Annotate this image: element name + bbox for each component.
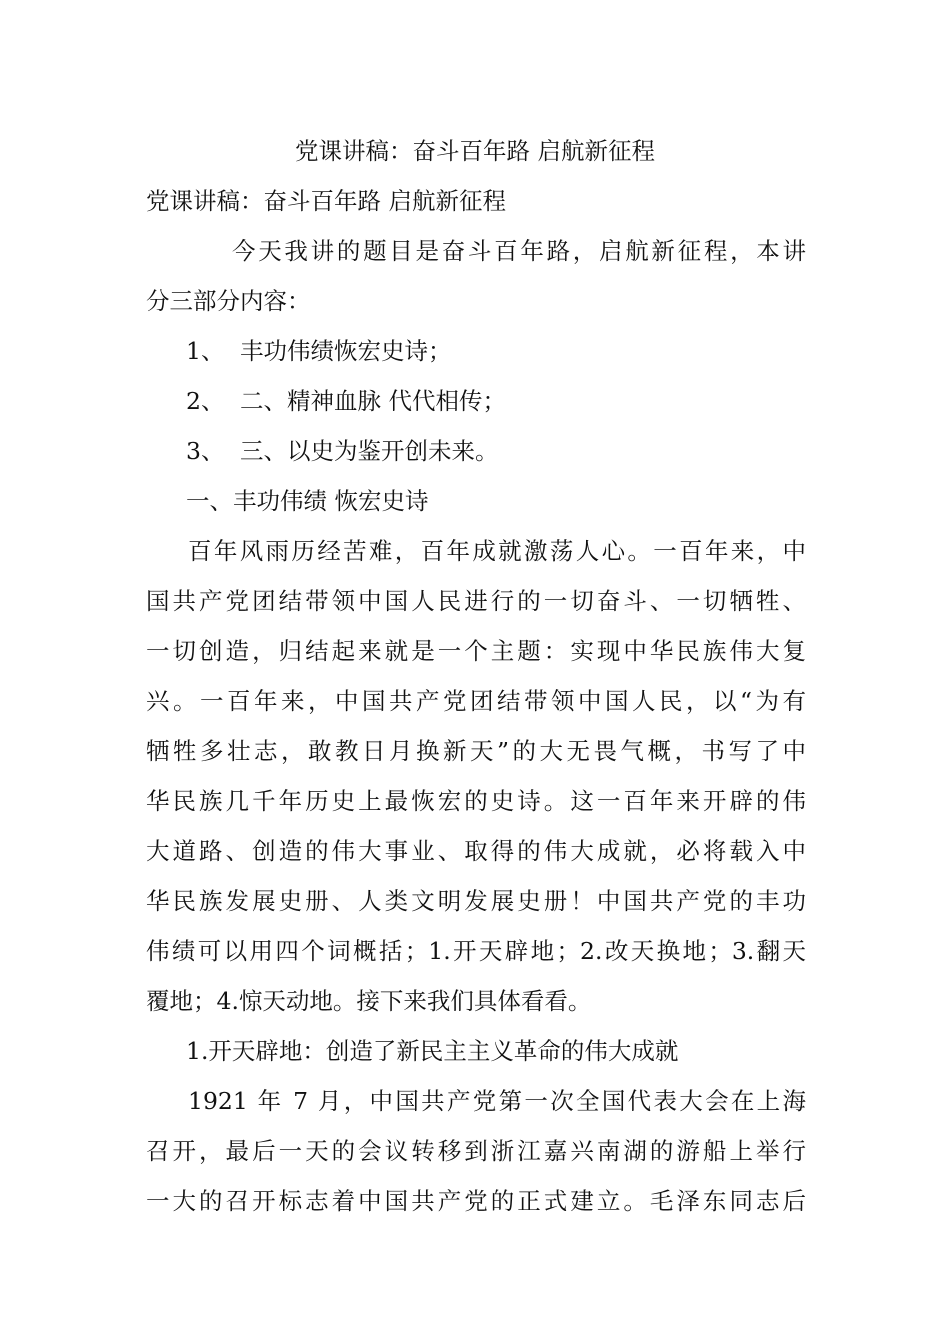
section-1-line-4: 兴。一百年来，中国共产党团结带领中国人民，以“为有 (146, 687, 806, 715)
outline-item-2 (186, 386, 846, 416)
subsection-1-line-2: 召开，最后一天的会议转移到浙江嘉兴南湖的游船上举行 (146, 1137, 806, 1165)
subsection-1-line-3: 一大的召开标志着中国共产党的正式建立。毛泽东同志后 (146, 1187, 806, 1215)
section-1-line-1: 百年风雨历经苦难，百年成就激荡人心。一百年来，中 (188, 537, 806, 565)
section-1-heading: 一、丰功伟绩 恢宏史诗 (186, 487, 429, 515)
intro-line-2: 分三部分内容： (146, 287, 311, 315)
document-title: 党课讲稿：奋斗百年路 启航新征程 (295, 137, 655, 165)
section-1-line-2: 国共产党团结带领中国人民进行的一切奋斗、一切牺牲、 (146, 587, 806, 615)
section-1-line-7: 大道路、创造的伟大事业、取得的伟大成就，必将载入中 (146, 837, 806, 865)
outline-item-3 (186, 436, 846, 466)
outline-item-text: 丰功伟绩恢宏史诗； (240, 337, 452, 365)
outline-item-number: 2、 (186, 387, 225, 415)
intro-line-1: 今天我讲的题目是奋斗百年路，启航新征程，本讲 (232, 237, 806, 265)
outline-item-text: 二、精神血脉 代代相传； (240, 387, 506, 415)
outline-item-number: 1、 (186, 337, 225, 365)
section-1-line-10: 覆地；4.惊天动地。接下来我们具体看看。 (146, 987, 592, 1015)
outline-item-text: 三、以史为鉴开创未来。 (240, 437, 499, 465)
section-1-line-3: 一切创造，归结起来就是一个主题：实现中华民族伟大复 (146, 637, 806, 665)
subsection-1-heading: 1.开天辟地：创造了新民主主义革命的伟大成就 (186, 1037, 679, 1065)
section-1-line-5: 牺牲多壮志，敢教日月换新天”的大无畏气概，书写了中 (146, 737, 806, 765)
document-subtitle: 党课讲稿：奋斗百年路 启航新征程 (146, 187, 506, 215)
subsection-1-line-1: 1921 年 7 月，中国共产党第一次全国代表大会在上海 (188, 1087, 806, 1115)
outline-item-number: 3、 (186, 437, 225, 465)
section-1-line-8: 华民族发展史册、人类文明发展史册！中国共产党的丰功 (146, 887, 806, 915)
section-1-line-6: 华民族几千年历史上最恢宏的史诗。这一百年来开辟的伟 (146, 787, 806, 815)
outline-item-1 (186, 336, 846, 366)
section-1-line-9: 伟绩可以用四个词概括；1.开天辟地；2.改天换地；3.翻天 (146, 937, 806, 965)
